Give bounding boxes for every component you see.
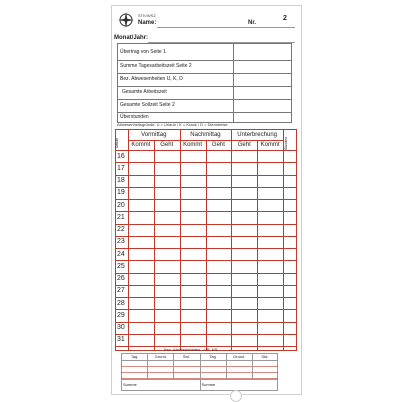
footer-col-header: Tag xyxy=(209,353,216,359)
grid-day-number: 23 xyxy=(117,238,125,246)
summary-divider xyxy=(233,43,234,123)
grid-stunden-header: Stunden xyxy=(284,136,288,150)
summary-rule xyxy=(117,112,292,113)
grid-row-line xyxy=(116,175,296,176)
grid-sub-header: Geht xyxy=(160,142,174,148)
summary-rule xyxy=(117,73,292,74)
nr-label: Nr. xyxy=(248,20,257,26)
grid-row-line xyxy=(116,236,296,237)
grid-sub-header: Geht xyxy=(237,142,251,148)
grid-day-number: 31 xyxy=(117,336,125,344)
grid-day-number: 27 xyxy=(117,287,125,295)
nr-line xyxy=(261,27,295,28)
footer-col-header: Grund xyxy=(233,353,245,359)
grid-row-line xyxy=(116,309,296,310)
page-number: 2 xyxy=(283,15,287,22)
footer-col-header: Std. xyxy=(182,353,190,359)
footer-col-header: Std. xyxy=(261,353,269,359)
grid-group-header: Unterbrechung xyxy=(237,132,277,138)
punch-notch xyxy=(230,390,242,402)
grid-day-number: 22 xyxy=(117,226,125,234)
grid-day-number: 25 xyxy=(117,262,125,270)
grid-group-header: Vormittag xyxy=(141,132,167,138)
footer-sum-left: Summe xyxy=(123,382,137,387)
footer-col-header: Grund xyxy=(154,353,166,359)
grid-row-line xyxy=(116,248,296,249)
grid-header-line xyxy=(128,140,283,141)
grid-day-number: 16 xyxy=(117,152,125,160)
grid-day-number: 30 xyxy=(117,324,125,332)
grid-group-header: Nachmittag xyxy=(190,132,221,138)
grid-day-number: 19 xyxy=(117,189,125,197)
grid-row-line xyxy=(116,187,296,188)
footer-sum-right: Summe xyxy=(201,382,216,387)
summary-rule xyxy=(117,60,292,61)
summary-row-label: Übertrag von Seite 1 xyxy=(120,49,166,55)
absence-footer-table xyxy=(121,353,278,391)
grid-row-line xyxy=(116,211,296,212)
grid-row-line xyxy=(116,334,296,335)
time-card xyxy=(111,5,302,395)
grid-day-number: 17 xyxy=(117,164,125,172)
summary-row-label: Gesamte Arbeitszeit xyxy=(122,89,167,95)
form-code: STK/WSZ xyxy=(138,13,156,18)
footer-col-header: Tag xyxy=(130,353,138,359)
grid-day-number: 24 xyxy=(117,250,125,258)
grid-day-number: 21 xyxy=(117,213,125,221)
grid-row-line xyxy=(116,260,296,261)
grid-row-line xyxy=(116,297,296,298)
grid-day-number: 18 xyxy=(117,177,125,185)
grid-sub-header: Kommt xyxy=(131,142,151,148)
grid-row-line xyxy=(116,285,296,286)
grid-column-line xyxy=(206,140,207,350)
grid-column-line xyxy=(154,140,155,350)
grid-sub-header: Kommt xyxy=(183,142,203,148)
grid-column-line xyxy=(257,140,258,350)
absence-legend: Abwesenheitsgründe: U = Urlaub / K = Krank / D = Dienstreise xyxy=(117,122,228,127)
grid-day-number: 26 xyxy=(117,275,125,283)
summary-table xyxy=(117,43,292,123)
grid-row-line xyxy=(116,224,296,225)
summary-row-label: Bez. Abwesenheiten U, K, D xyxy=(120,76,183,82)
grid-sub-header: Kommt xyxy=(260,142,280,148)
time-grid xyxy=(115,129,297,351)
grid-datum-header: Datum xyxy=(115,137,119,148)
grid-header-line xyxy=(116,150,296,151)
footer-col-line xyxy=(200,353,201,391)
compass-logo-icon xyxy=(118,12,134,28)
summary-rule xyxy=(117,86,292,87)
footer-title: Bez. Abwesenheiten - UR, KR, xyxy=(164,347,219,352)
period-label: Monat/Jahr: xyxy=(114,35,149,41)
summary-row-label: Überstunden xyxy=(120,114,149,120)
summary-row-label: Summe Tagesarbeitszeit Seite 2 xyxy=(120,63,192,69)
name-line xyxy=(157,27,269,28)
summary-row-label: Gesamte Sollzeit Seite 2 xyxy=(120,102,175,108)
grid-row-line xyxy=(116,322,296,323)
grid-sub-header: Geht xyxy=(211,142,225,148)
summary-rule xyxy=(117,99,292,100)
grid-row-line xyxy=(116,273,296,274)
grid-day-number: 20 xyxy=(117,201,125,209)
name-label: Name: xyxy=(138,20,157,26)
grid-day-number: 28 xyxy=(117,299,125,307)
grid-day-number: 29 xyxy=(117,311,125,319)
grid-row-line xyxy=(116,162,296,163)
grid-row-line xyxy=(116,199,296,200)
